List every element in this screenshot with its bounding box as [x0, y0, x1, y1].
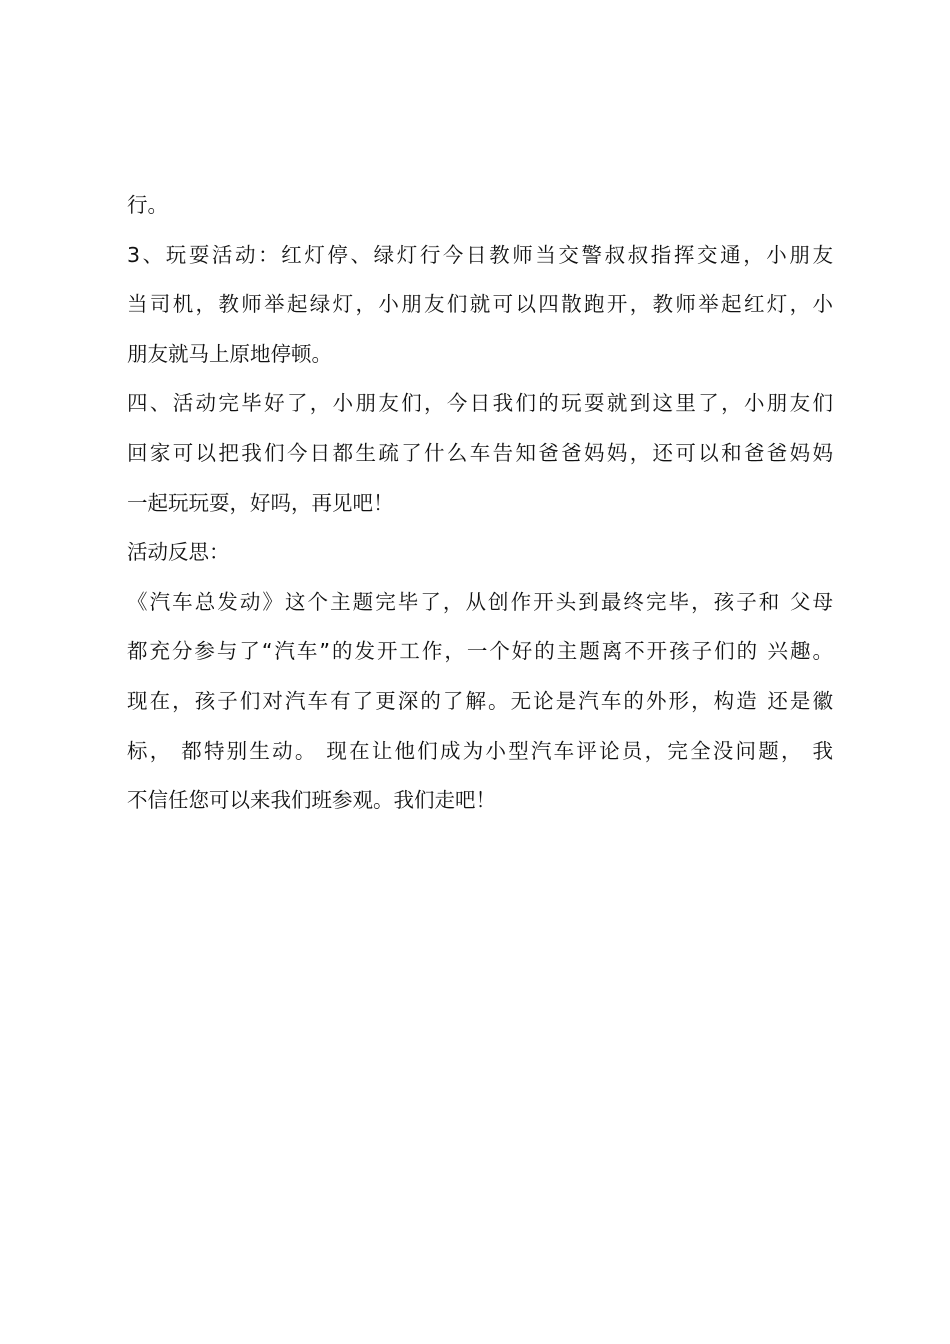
paragraph-line: 四、活动完毕好了，小朋友们，今日我们的玩耍就到这里了，小朋友们	[127, 391, 833, 416]
paragraph-line: 当司机，教师举起绿灯，小朋友们就可以四散跑开，教师举起红灯，小	[127, 292, 833, 317]
paragraph-line: 标， 都特别生动。 现在让他们成为小型汽车评论员，完全没问题， 我	[127, 738, 833, 763]
document-body	[127, 185, 837, 830]
paragraph-line: 3、玩耍活动：红灯停、绿灯行今日教师当交警叔叔指挥交通，小朋友	[127, 242, 833, 267]
paragraph-line: 都充分参与了“汽车”的发开工作，一个好的主题离不开孩子们的 兴趣。	[127, 639, 833, 664]
section-heading: 活动反思：	[127, 540, 230, 565]
paragraph-line: 朋友就马上原地停顿。	[127, 341, 332, 366]
paragraph-line: 行。	[127, 193, 168, 217]
paragraph-line: 不信任您可以来我们班参观。我们走吧！	[127, 788, 496, 813]
paragraph-line: 一起玩玩耍，好吗，再见吧！	[127, 490, 394, 515]
paragraph-line: 回家可以把我们今日都生疏了什么车告知爸爸妈妈，还可以和爸爸妈妈	[127, 440, 833, 465]
paragraph-line: 《汽车总发动》这个主题完毕了，从创作开头到最终完毕，孩子和 父母	[127, 589, 833, 614]
paragraph-line: 现在，孩子们对汽车有了更深的了解。无论是汽车的外形，构造 还是徽	[127, 688, 833, 713]
